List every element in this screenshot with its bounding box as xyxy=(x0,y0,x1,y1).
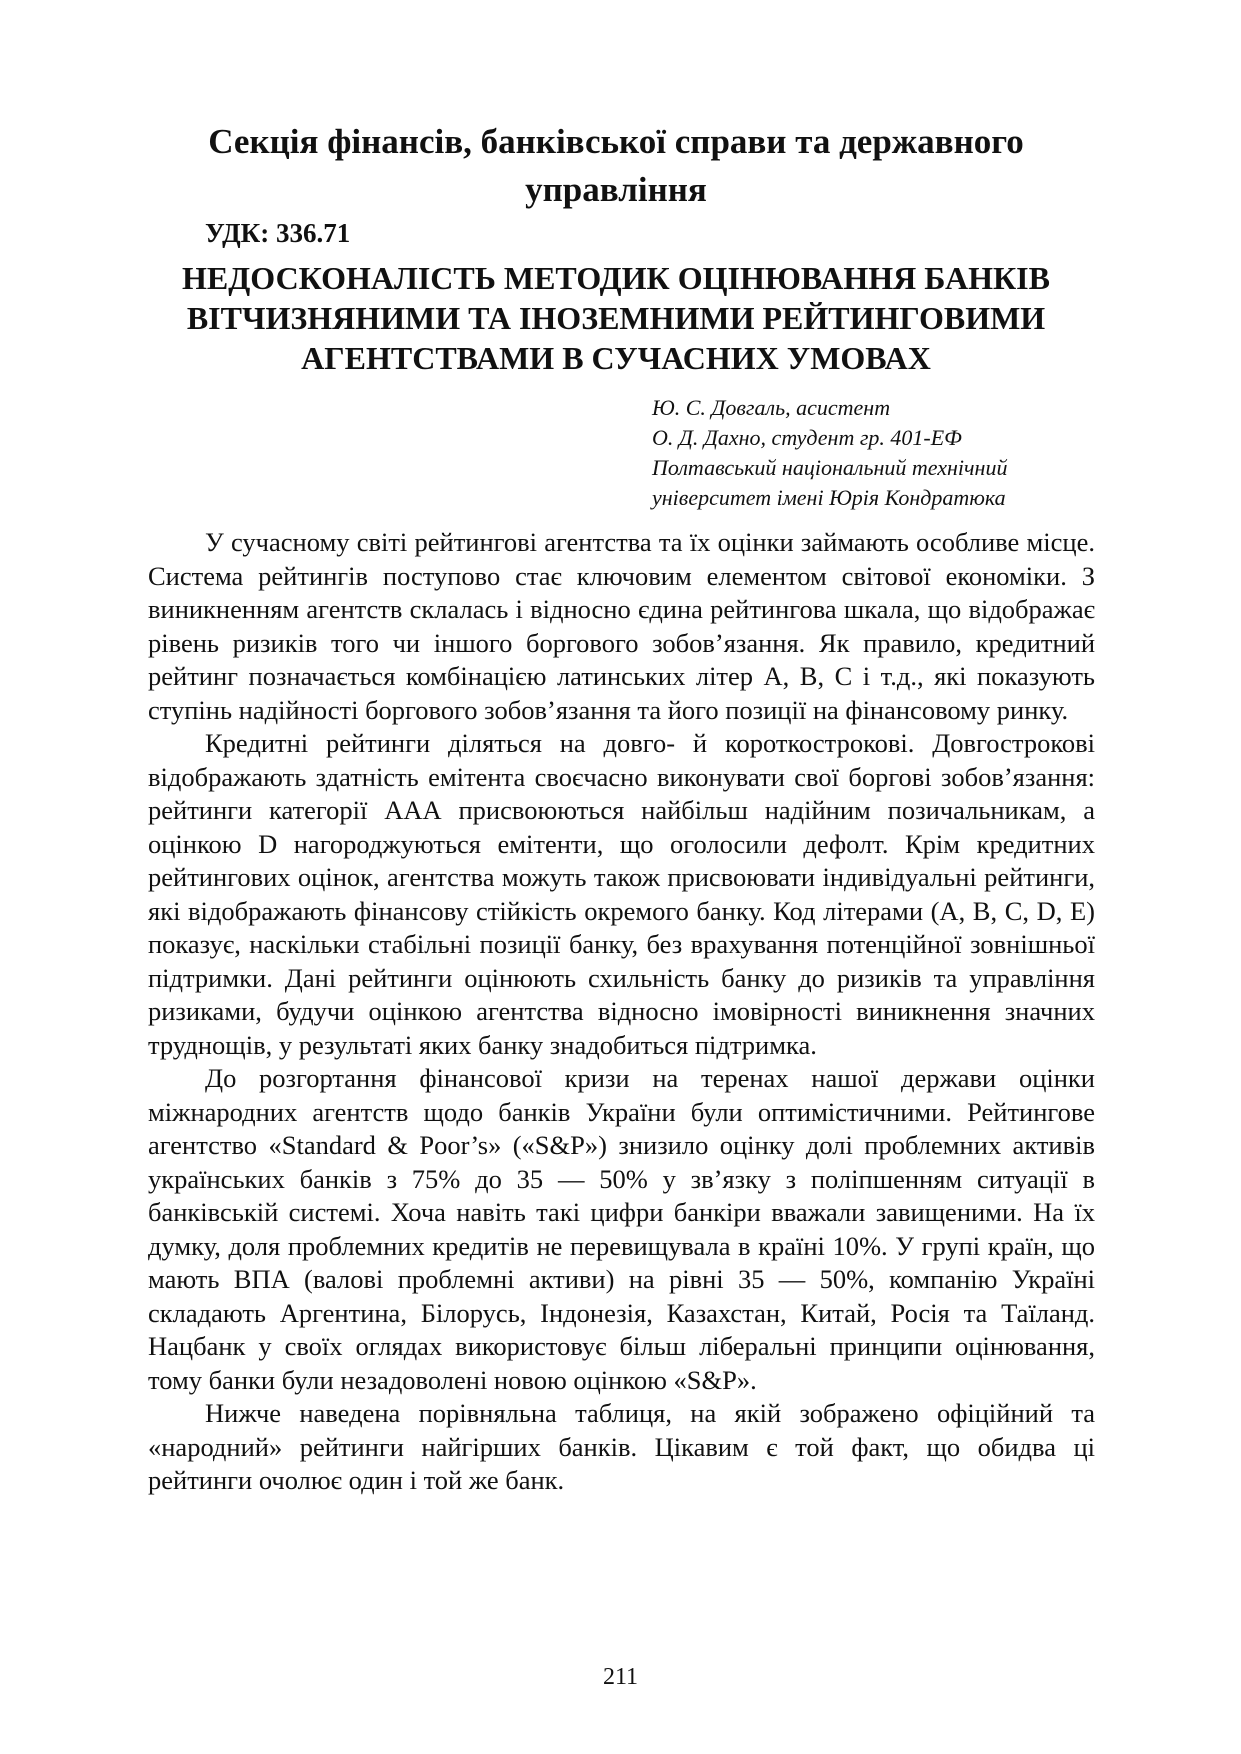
page-number: 211 xyxy=(602,1664,639,1690)
affiliation-line-1: Полтавський національний технічний xyxy=(652,455,1008,480)
section-title: Секція фінансів, банківської справи та державного управління xyxy=(208,122,1024,209)
author-line-2: О. Д. Дахно, студент гр. 401-ЕФ xyxy=(652,425,962,450)
udc-code: УДК: 336.71 xyxy=(205,218,351,248)
body-text xyxy=(148,526,1095,1498)
affiliation-line-2: університет імені Юрія Кондратюка xyxy=(652,485,1006,510)
author-block xyxy=(652,393,1152,513)
author-line-1: Ю. С. Довгаль, асистент xyxy=(652,395,891,420)
paragraph-2: Кредитні рейтинги діляться на довго- й короткострокові. Довгострокові відображають здатність емітента своєчасно виконувати свої боргові зобов’язання: рейтинги категорії ААА присвоюються найбільш надійним позичальникам, а оцінкою D нагороджуються емітенти, що оголосили дефолт. Крім кредитних рейтингових оцінок, агентства можуть також присвоювати індивідуальні рейтинги, які відображають фінансову стійкість окремого банку. Код літерами (А, В, С, D, Е) показує, наскільки стабільні позиції банку, без врахування потенційної зовнішньої підтримки. Дані рейтинги оцінюють схильність банку до ризиків та управління ризиками, будучи оцінкою агентства відносно імовірності виникнення значних труднощів, у результаті яких банку знадобиться підтримка. xyxy=(148,728,1095,1060)
paragraph-4: Нижче наведена порівняльна таблиця, на якій зображено офіційний та «народний» рейтинги найгірших банків. Цікавим є той факт, що обидва ці рейтинги очолює один і той же банк. xyxy=(148,1398,1095,1495)
paragraph-3: До розгортання фінансової кризи на теренах нашої держави оцінки міжнародних агентств щодо банків України були оптимістичними. Рейтингове агентство «Standard & Poor’s» («S&P») знизило оцінку долі проблемних активів українських банків з 75% до 35 — 50% у зв’язку з поліпшенням ситуації в банківській системі. Хоча навіть такі цифри банкіри вважали завищеними. На їх думку, доля проблемних кредитів не перевищувала в країні 10%. У групі країн, що мають ВПА (валові проблемні активи) на рівні 35 — 50%, компанію Україні складають Аргентина, Білорусь, Індонезія, Казахстан, Китай, Росія та Таїланд. Нацбанк у своїх оглядах використовує більш ліберальні принципи оцінювання, тому банки були незадоволені новою оцінкою «S&P». xyxy=(148,1063,1095,1395)
paragraph-1: У сучасному світі рейтингові агентства та їх оцінки займають особливе місце. Система рейтингів поступово стає ключовим елементом світової економіки. З виникненням агентств склалась і відносно єдина рейтингова шкала, що відображає рівень ризиків того чи іншого боргового зобов’язання. Як правило, кредитний рейтинг позначається комбінацією латинських літер А, В, С і т.д., які показують ступінь надійності боргового зобов’язання та його позиції на фінансовому ринку. xyxy=(148,527,1095,725)
article-title: НЕДОСКОНАЛІСТЬ МЕТОДИК ОЦІНЮВАННЯ БАНКІВ ВІТЧИЗНЯНИМИ ТА ІНОЗЕМНИМИ РЕЙТИНГОВИМИ АГЕНТСТВАМИ В СУЧАСНИХ УМОВАХ xyxy=(182,260,1050,376)
